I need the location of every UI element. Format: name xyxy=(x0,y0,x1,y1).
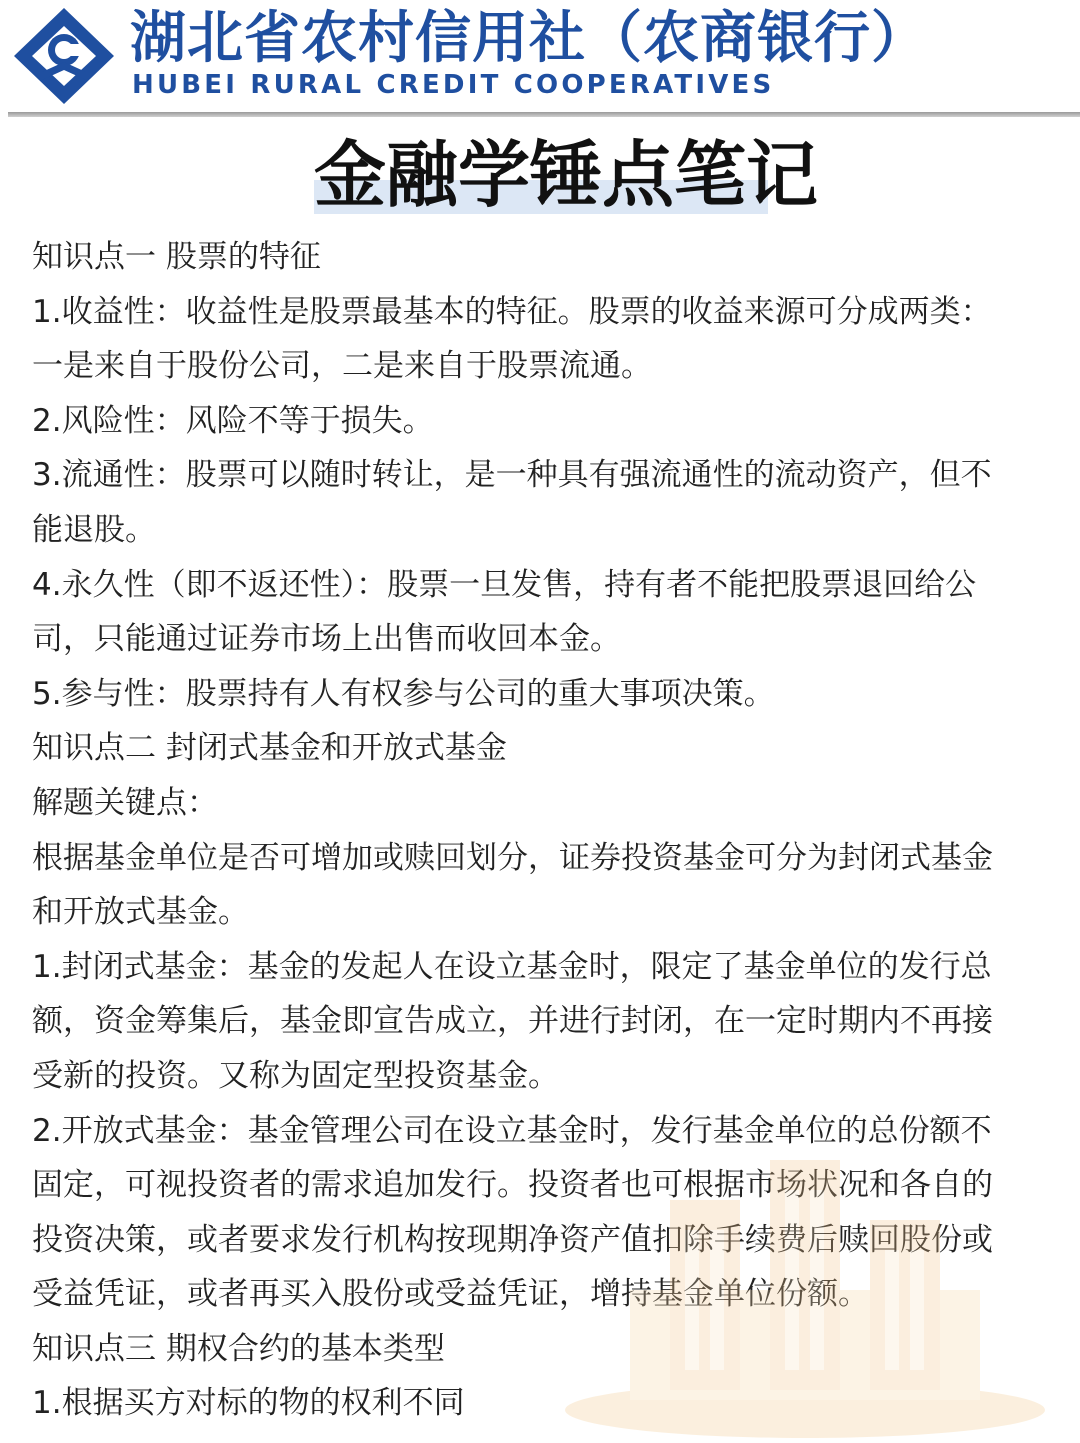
text-line: 能退股。 xyxy=(32,511,156,548)
brand-name-en: HUBEI RURAL CREDIT COOPERATIVES xyxy=(132,70,775,100)
text-line: 投资决策，或者要求发行机构按现期净资产值扣除手续费后赎回股份或 xyxy=(32,1221,993,1258)
text-line: 知识点二 封闭式基金和开放式基金 xyxy=(32,730,507,767)
header-divider xyxy=(8,112,1080,117)
text-line: 1.收益性：收益性是股票最基本的特征。股票的收益来源可分成两类： xyxy=(32,293,992,330)
text-line: 根据基金单位是否可增加或赎回划分，证券投资基金可分为封闭式基金 xyxy=(32,839,993,876)
text-line: 解题关键点： xyxy=(32,784,218,821)
text-line: 3.流通性：股票可以随时转让，是一种具有强流通性的流动资产，但不 xyxy=(32,457,992,494)
text-line: 固定，可视投资者的需求追加发行。投资者也可根据市场状况和各自的 xyxy=(32,1167,993,1204)
text-line: 2.开放式基金：基金管理公司在设立基金时，发行基金单位的总份额不 xyxy=(32,1112,992,1149)
text-line: 和开放式基金。 xyxy=(32,894,249,931)
header-bar xyxy=(0,0,1080,118)
notes-body xyxy=(32,230,1042,1431)
hubei-rural-credit-logo-icon xyxy=(12,6,116,106)
brand-name-cn: 湖北省农村信用社（农商银行） xyxy=(130,6,928,71)
text-line: 2.风险性：风险不等于损失。 xyxy=(32,402,434,439)
text-line: 5.参与性：股票持有人有权参与公司的重大事项决策。 xyxy=(32,675,775,712)
text-line: 4.永久性（即不返还性）：股票一旦发售，持有者不能把股票退回给公 xyxy=(32,566,977,603)
text-line: 受益凭证，或者再买入股份或受益凭证，增持基金单位份额。 xyxy=(32,1276,869,1313)
text-line: 1.封闭式基金：基金的发起人在设立基金时，限定了基金单位的发行总 xyxy=(32,948,992,985)
text-line: 1.根据买方对标的物的权利不同 xyxy=(32,1385,465,1422)
page-title-block xyxy=(314,132,819,217)
text-line: 知识点三 期权合约的基本类型 xyxy=(32,1330,445,1367)
page-title: 金融学锤点笔记 xyxy=(314,132,819,217)
text-line: 知识点一 股票的特征 xyxy=(32,239,321,275)
text-line: 一是来自于股份公司，二是来自于股票流通。 xyxy=(32,348,652,385)
text-line: 司，只能通过证券市场上出售而收回本金。 xyxy=(32,621,621,658)
text-line: 受新的投资。又称为固定型投资基金。 xyxy=(32,1057,559,1094)
text-line: 额，资金筹集后，基金即宣告成立，并进行封闭，在一定时期内不再接 xyxy=(32,1003,993,1040)
